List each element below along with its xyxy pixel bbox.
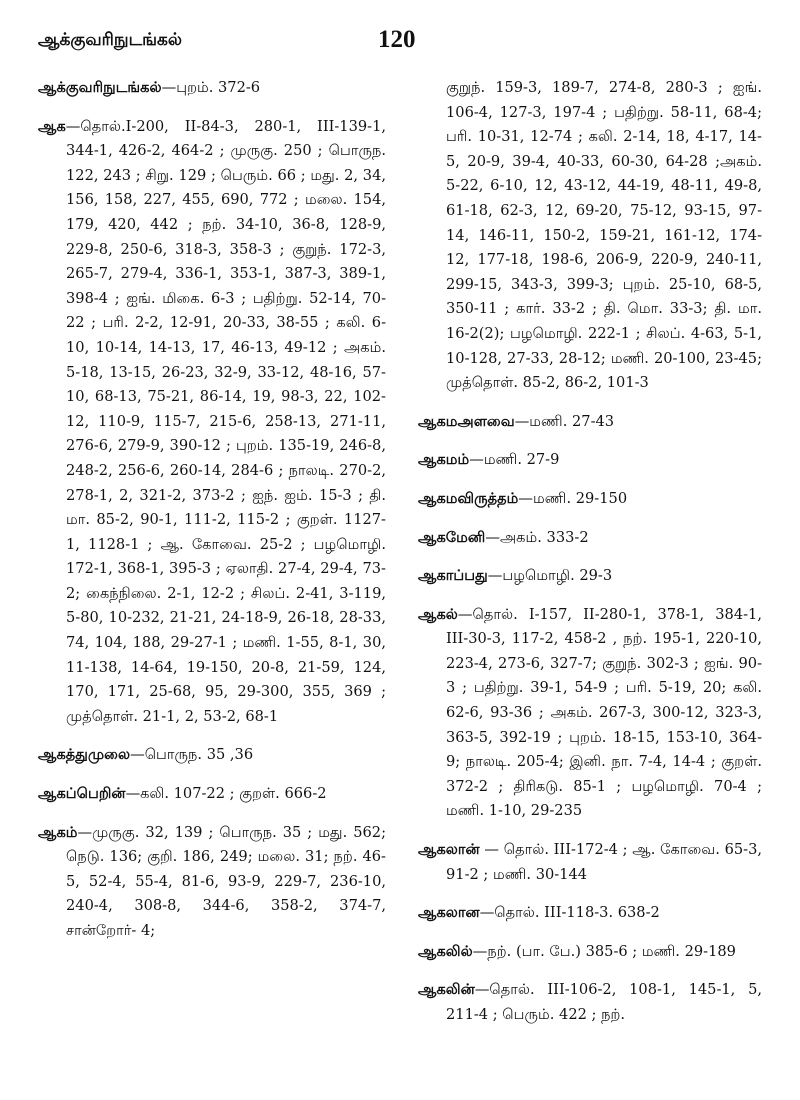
entry-headword: ஆகத்துமுலை <box>38 746 131 764</box>
entry-references: —அகம். 333-2 <box>485 528 589 546</box>
index-entry <box>38 115 386 730</box>
page-header <box>38 26 762 60</box>
index-entry <box>418 487 762 512</box>
entry-references: —தொல்.I-200, II-84-3, 280-1, III-139-1, 344-1, 426-2, 464-2 ; முருகு. 250 ; பொருந. 122, 243 ; சிறு. 129 ; பெரும். 66 ; மது. 2, 34, 156, 158, 227, 455, 690, 772 ; மலை. 154, 179, 420, 442 ; நற். 34-10, 36-8, 128-9, 229-8, 250-6, 318-3, 358-3 ; குறுந். 172-3, 265-7, 279-4, 336-1, 353-1, 387-3, 389-1, 398-4 ; ஐங். மிகை. 6-3 ; பதிற்று. 52-14, 70-22 ; பரி. 2-2, 12-91, 20-33, 38-55 ; கலி. 6-10, 10-14, 14-13, 17, 46-13, 49-12 ; அகம். 5-18, 13-15, 26-23, 32-9, 33-12, 48-16, 57-10, 68-13, 75-21, 86-14, 19, 98-3, 22, 102-12, 110-9, 115-7, 215-6, 258-13, 271-11, 276-6, 279-9, 390-12 ; புறம். 135-19, 246-8, 248-2, 256-6, 260-14, 284-6 ; நாலடி. 270-2, 278-1, 2, 321-2, 373-2 ; ஐந். ஐம். 15-3 ; தி. மா. 85-2, 90-1, 111-2, 115-2 ; குறள். 1127-1, 1128-1 ; ஆ. கோவை. 25-2 ; பழமொழி. 172-1, 368-1, 395-3 ; ஏலாதி. 27-4, 29-4, 73-2; கைந்நிலை. 2-1, 12-2 ; சிலப். 2-41, 3-119, 5-80, 10-232, 21-21, 24-18-9, 26-18, 28-33, 74, 104, 188, 29-27-1 ; மணி. 1-55, 8-1, 30, 11-138, 14-64, 19-150, 20-8, 21-59, 124, 170, 171, 25-68, 95, 29-300, 355, 369 ; முத்தொள். 21-1, 2, 53-2, 68-1 <box>65 117 386 725</box>
index-entry <box>418 410 762 435</box>
index-entry <box>418 940 762 965</box>
index-entry <box>418 603 762 824</box>
entry-references: —பொருந. 35 ,36 <box>130 746 254 764</box>
entry-references: —பழமொழி. 29-3 <box>487 567 613 585</box>
entry-headword: ஆகமவிருத்தம் <box>418 489 519 507</box>
entry-headword: ஆகமேனி <box>418 528 486 546</box>
entry-headword: ஆகப்பெறின் <box>38 785 126 803</box>
index-entry <box>418 448 762 473</box>
entry-headword: ஆகமஅளவை <box>418 412 515 430</box>
index-entry <box>418 526 762 551</box>
entry-headword: ஆகலின் <box>418 981 475 999</box>
entry-headword: ஆகம் <box>38 823 78 841</box>
entry-headword: ஆகாப்பது <box>418 567 488 585</box>
entry-headword: ஆகல் <box>418 605 458 623</box>
entry-headword: ஆகமம் <box>418 451 470 469</box>
entry-references: —நற். (பா. பே.) 385-6 ; மணி. 29-189 <box>472 942 736 960</box>
entry-headword: ஆகலில் <box>418 942 473 960</box>
index-entry <box>38 76 386 101</box>
entry-references: —முருகு. 32, 139 ; பொருந. 35 ; மது. 562; நெடு. 136; குறி. 186, 249; மலை. 31; நற். 46-5, 52-4, 55-4, 81-6, 93-9, 229-7, 236-10, 240-4, 308-8, 344-6, 358-2, 374-7, சான்றோர்- 4; <box>66 823 386 939</box>
entry-references: —மணி. 27-9 <box>469 451 560 469</box>
index-entry <box>38 743 386 768</box>
entry-references: —தொல். III-118-3. 638-2 <box>479 904 660 922</box>
index-entry <box>418 838 762 887</box>
running-head: ஆக்குவரிநுடங்கல் <box>38 30 182 50</box>
entry-references: —மணி. 27-43 <box>514 412 615 430</box>
index-entry <box>418 564 762 589</box>
left-column <box>38 76 386 1086</box>
entry-references: —கலி. 107-22 ; குறள். 666-2 <box>125 785 327 803</box>
index-entry <box>38 821 386 944</box>
entry-references: —புறம். 372-6 <box>161 79 261 96</box>
continued-entry-references: குறுந். 159-3, 189-7, 274-8, 280-3 ; ஐங். 106-4, 127-3, 197-4 ; பதிற்று. 58-11, 68-4; பரி. 10-31, 12-74 ; கலி. 2-14, 18, 4-17, 14-5, 20-9, 39-4, 40-33, 60-30, 64-28 ;அகம். 5-22, 6-10, 12, 43-12, 44-19, 48-11, 49-8, 61-18, 62-3, 12, 69-20, 75-12, 93-15, 97-14, 146-11, 150-2, 159-21, 161-12, 174-12, 177-18, 198-6, 206-9, 220-9, 240-11, 299-15, 343-3, 399-3; புறம். 25-10, 68-5, 350-11 ; கார். 33-2 ; தி. மொ. 33-3; தி. மா. 16-2(2); பழமொழி. 222-1 ; சிலப். 4-63, 5-1, 10-128, 27-33, 28-12; மணி. 20-100, 23-45; முத்தொள். 85-2, 86-2, 101-3 <box>446 79 762 392</box>
index-entry <box>38 782 386 807</box>
entry-headword: ஆகலான் <box>418 841 480 859</box>
entry-headword: ஆக <box>38 117 66 135</box>
entry-headword: ஆகலான <box>418 904 480 922</box>
page-number: 120 <box>378 26 416 53</box>
right-column <box>418 76 762 1086</box>
index-entry <box>418 901 762 926</box>
entry-headword: ஆக்குவரிநுடங்கல் <box>38 79 162 96</box>
entry-references: — தொல். III-172-4 ; ஆ. கோவை. 65-3, 91-2 ; மணி. 30-144 <box>446 841 762 883</box>
entry-references: —மணி. 29-150 <box>518 489 628 507</box>
entry-references: —தொல். I-157, II-280-1, 378-1, 384-1, III-30-3, 117-2, 458-2 , நற். 195-1, 220-10, 223-4, 273-6, 327-7; குறுந். 302-3 ; ஐங். 90-3 ; பதிற்று. 39-1, 54-9 ; பரி. 5-19, 20; கலி. 62-6, 93-36 ; அகம். 267-3, 300-12, 323-3, 363-5, 392-19 ; புறம். 18-15, 153-10, 364-9; நாலடி. 205-4; இனி. நா. 7-4, 14-4 ; குறள். 372-2 ; திரிகடு. 85-1 ; பழமொழி. 70-4 ; மணி. 1-10, 29-235 <box>446 605 762 820</box>
entry-references: —தொல். III-106-2, 108-1, 145-1, 5, 211-4 ; பெரும். 422 ; நற். <box>446 981 762 1023</box>
index-entry <box>418 978 762 1027</box>
